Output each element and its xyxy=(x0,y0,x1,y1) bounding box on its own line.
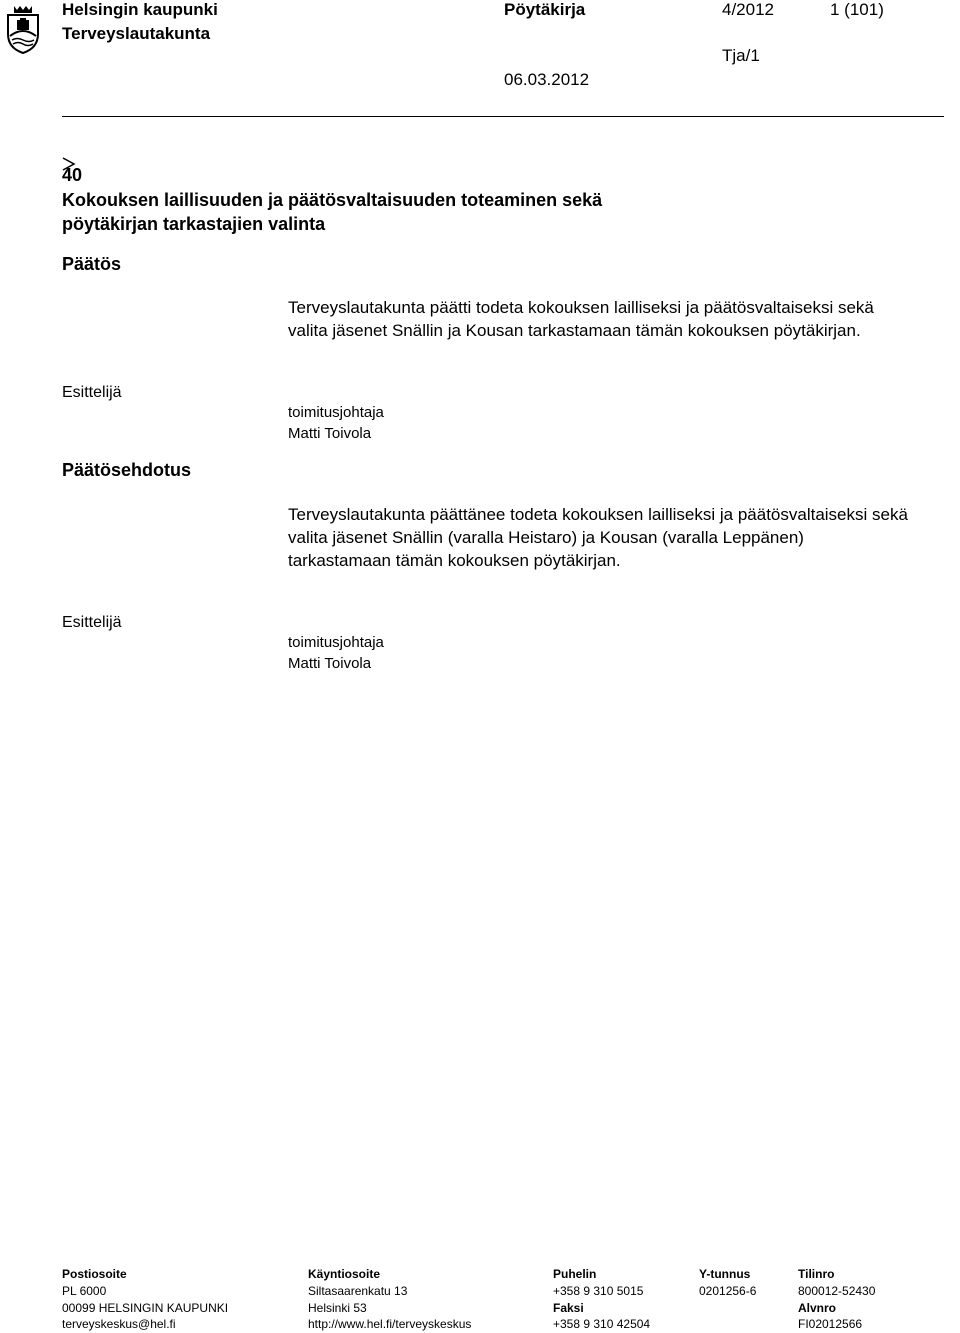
footer-website-link[interactable]: http://www.hel.fi/terveyskeskus xyxy=(308,1317,472,1331)
footer-phone: +358 9 310 5015 xyxy=(553,1284,644,1298)
document-type: Pöytäkirja xyxy=(504,0,586,19)
footer-visit-line1: Siltasaarenkatu 13 xyxy=(308,1284,408,1298)
footer-business-id: 0201256-6 xyxy=(699,1284,757,1298)
footer-visit-heading: Käyntiosoite xyxy=(308,1267,381,1281)
decision-presenter-label: Esittelijä xyxy=(62,384,122,401)
city-name: Helsingin kaupunki xyxy=(62,0,218,19)
footer-visit-line2: Helsinki 53 xyxy=(308,1301,367,1315)
coat-of-arms-icon xyxy=(2,4,44,54)
footer-business-id-heading: Y-tunnus xyxy=(699,1267,751,1281)
footer-vat: FI02012566 xyxy=(798,1317,863,1331)
footer-fax: +358 9 310 42504 xyxy=(553,1317,651,1331)
footer-fax-heading: Faksi xyxy=(553,1301,584,1315)
proposal-presenter-title: toimitusjohtaja xyxy=(288,634,384,651)
footer-postal-line2: 00099 HELSINGIN KAUPUNKI xyxy=(62,1301,229,1315)
reference-code: Tja/1 xyxy=(722,46,760,65)
footer-postal-heading: Postiosoite xyxy=(62,1267,127,1281)
meeting-date: 06.03.2012 xyxy=(504,70,590,89)
footer-account: 800012-52430 xyxy=(798,1284,876,1298)
footer-phone-heading: Puhelin xyxy=(553,1267,597,1281)
item-title-line2: pöytäkirjan tarkastajien valinta xyxy=(62,214,326,234)
decision-presenter-name: Matti Toivola xyxy=(288,425,372,442)
footer-postal-line1: PL 6000 xyxy=(62,1284,107,1298)
header-divider xyxy=(62,116,944,117)
page-number: 1 (101) xyxy=(830,0,884,19)
decision-text: Terveyslautakunta päätti todeta kokouksen lailliseksi ja päätösvaltaiseksi sekä valita jäsenet Snällin ja Kousan tarkastamaan tämän kokouksen pöytäkirjan. xyxy=(288,298,874,340)
item-number: 40 xyxy=(62,165,83,185)
meeting-number: 4/2012 xyxy=(722,0,774,19)
proposal-heading: Päätösehdotus xyxy=(62,460,192,480)
board-name: Terveyslautakunta xyxy=(62,24,211,43)
item-title-line1: Kokouksen laillisuuden ja päätösvaltaisuuden toteaminen sekä xyxy=(62,190,603,210)
proposal-text: Terveyslautakunta päättänee todeta kokouksen lailliseksi ja päätösvaltaiseksi sekä valita jäsenet Snällin (varalla Heistaro) ja Kousan (varalla Leppänen) tarkastamaan tämän kokouksen pöytäkirjan. xyxy=(288,505,908,570)
decision-heading: Päätös xyxy=(62,254,122,274)
footer-account-heading: Tilinro xyxy=(798,1267,835,1281)
proposal-presenter-label: Esittelijä xyxy=(62,614,122,631)
footer-vat-heading: Alvnro xyxy=(798,1301,837,1315)
footer-email[interactable]: terveyskeskus@hel.fi xyxy=(62,1317,176,1331)
proposal-presenter-name: Matti Toivola xyxy=(288,655,372,672)
decision-presenter-title: toimitusjohtaja xyxy=(288,404,384,421)
